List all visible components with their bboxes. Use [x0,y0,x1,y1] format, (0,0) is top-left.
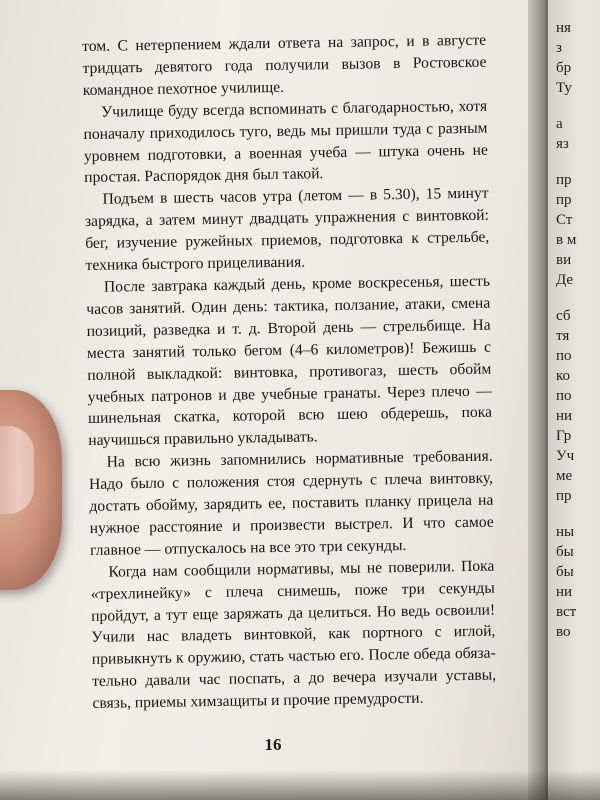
facing-fragment: Гр [556,428,572,444]
facing-fragment: ви [556,252,572,268]
facing-fragment: по [556,388,572,404]
facing-page-text [556,18,600,642]
facing-fragment: во [556,624,571,640]
facing-fragment: тя [556,328,570,344]
facing-fragment: бы [556,564,574,580]
facing-fragment: в м [556,232,577,248]
paragraph: том. С нетерпением ждали ответа на запрос, и в августе тридцать девятого года получили вызов в Ростовское командное пехотное училище. [82,31,487,99]
paragraph: Когда нам сообщили нормативы, мы не поверили. Пока «трехлинейку» с плеча снимешь, поже три секунды пройдут, а тут еще заряжать да целиться. Но ведь освоили! Учили нас владеть винтовкой, как портного с иглой, привыкнуть к оружию, стать частью его. После обеда обязательно давали час поспать, а до вечера изучали уставы, связь, приемы химзащиты и прочие премудрости. [90,557,497,713]
facing-fragment: вст [556,604,577,620]
paragraph: После завтрака каждый день, кроме воскресенья, шесть часов занятий. Один день: тактика, ползание, атаки, смена позиций, разведка и т. д. Второй день — стрельбище. На места занятий только бегом (4–6 километров)! Бежишь с полной выкладкой: винтовка, противогаз, шесть обойм учебных патронов и две учебные гранаты. Через плечо — шинельная скатка, которой всю шею обдерешь, пока научишься правильно укладывать. [86,272,493,450]
facing-fragment: бр [556,60,572,76]
facing-fragment: яз [556,136,569,152]
facing-fragment: Де [556,272,574,288]
facing-fragment: ко [556,368,571,384]
facing-gap [556,290,600,306]
facing-gap [556,154,600,170]
facing-fragment: ме [556,468,573,484]
facing-fragment: Ст [556,212,573,228]
facing-fragment: ни [556,584,573,600]
paragraph: Подъем в шесть часов утра (летом — в 5.30), 15 минут зарядка, а затем минут двадцать упражнения с винтовкой: бег, изучение ружейных приемов, подготовка к стрельбе, техника быстрого прицеливания. [84,184,490,275]
facing-fragment: пр [556,488,572,504]
facing-fragment: сб [556,308,571,324]
facing-fragment: Ту [556,80,572,96]
thumbnail-nail [0,426,34,514]
facing-fragment: а [556,116,563,132]
facing-fragment: по [556,348,572,364]
page-number: 16 [264,735,282,754]
page-body-text [82,30,497,715]
facing-gap [556,98,600,114]
bottom-shadow [0,770,600,800]
facing-fragment: Уч [556,448,575,464]
facing-gap [556,506,600,522]
facing-fragment: ня [556,20,571,36]
paragraph: Училище буду всегда вспоминать с благодарностью, хотя поначалу приходилось туго, ведь мы пришли туда с разным уровнем подготовки, а военная учеба — штука очень не простая. Распорядок дня был такой. [83,97,488,187]
facing-fragment: пр [556,192,572,208]
paragraph: На всю жизнь запомнились нормативные требования. Надо было с положения стоя сдернуть с плеча винтовку, достать обойму, зарядить ее, поставить планку прицела на нужное расстояние и произвести выстрел. И что самое главное — отпускалось на все это три секунды. [88,447,494,559]
facing-fragment: пр [556,172,572,188]
thumb [0,390,62,590]
facing-fragment: ны [556,524,575,540]
facing-fragment: бы [556,544,574,560]
facing-fragment: з [556,40,562,56]
facing-fragment: ни [556,408,573,424]
